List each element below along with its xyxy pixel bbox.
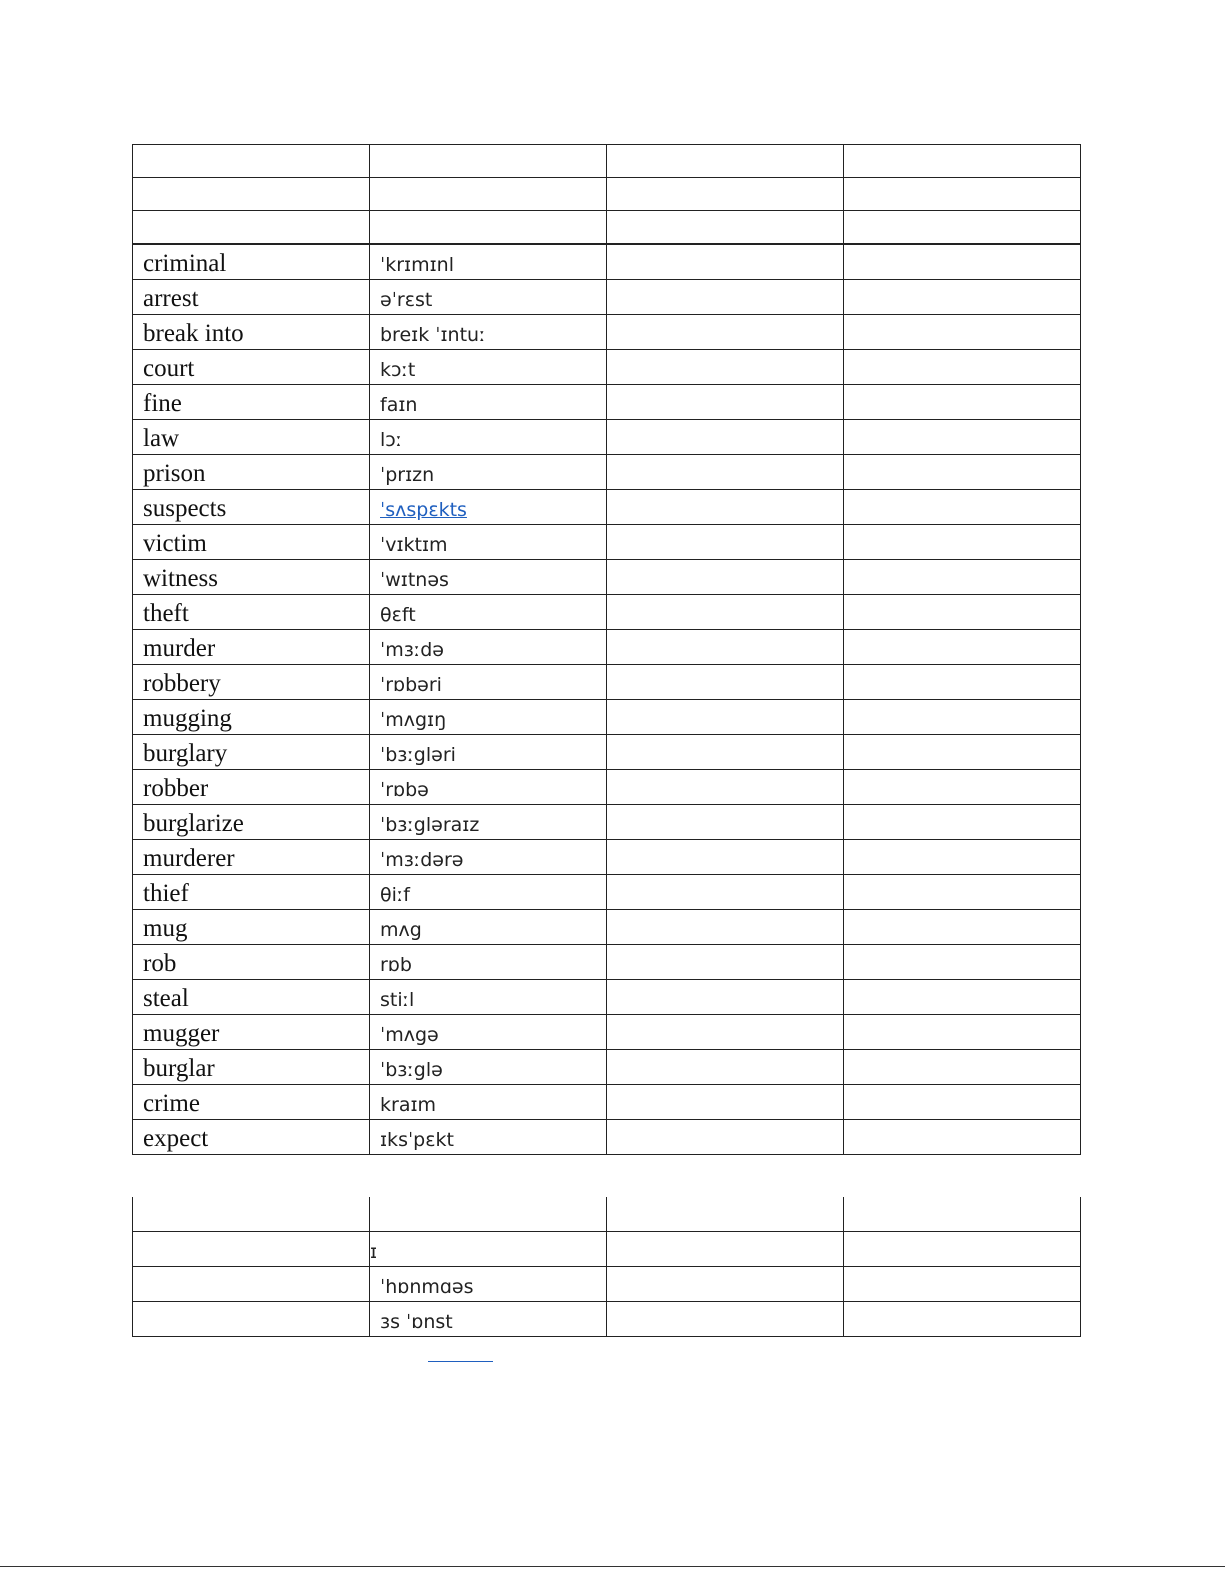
pronunciation-cell: ˈmʌgɪŋ <box>370 700 607 735</box>
empty-cell <box>133 1267 370 1302</box>
word-cell: burglary <box>133 735 370 770</box>
pronunciation-cell: ˈrɒbəri <box>370 665 607 700</box>
pronunciation-cell: faɪn <box>370 385 607 420</box>
empty-cell <box>607 1197 844 1232</box>
word-cell: mugging <box>133 700 370 735</box>
word-cell: mugger <box>133 1015 370 1050</box>
empty-cell <box>844 244 1081 280</box>
empty-cell <box>844 525 1081 560</box>
table-row <box>133 525 1081 560</box>
empty-cell <box>607 315 844 350</box>
blank-cell <box>844 178 1081 211</box>
empty-cell <box>607 840 844 875</box>
word-cell: thief <box>133 875 370 910</box>
empty-cell <box>844 840 1081 875</box>
table-row <box>133 595 1081 630</box>
pronunciation-cell: ɜs ˈɒnst <box>370 1302 607 1337</box>
word-cell: murder <box>133 630 370 665</box>
empty-cell <box>607 490 844 525</box>
table-row <box>133 1050 1081 1085</box>
vocabulary-table <box>132 144 1081 1155</box>
blank-cell <box>607 178 844 211</box>
word-cell: theft <box>133 595 370 630</box>
empty-cell <box>844 315 1081 350</box>
word-cell: fine <box>133 385 370 420</box>
empty-cell <box>844 1267 1081 1302</box>
table-row <box>133 315 1081 350</box>
empty-cell <box>607 280 844 315</box>
empty-cell <box>844 875 1081 910</box>
pronunciation-cell: θɛft <box>370 595 607 630</box>
vocabulary-table-body <box>133 145 1081 1155</box>
word-cell: murderer <box>133 840 370 875</box>
table-row <box>133 735 1081 770</box>
table-row <box>133 875 1081 910</box>
empty-cell <box>607 525 844 560</box>
pronunciation-cell: ˈmɜːdərə <box>370 840 607 875</box>
blank-cell <box>607 211 844 245</box>
word-cell: law <box>133 420 370 455</box>
table-row <box>133 1232 1081 1267</box>
word-cell: criminal <box>133 244 370 280</box>
word-cell: robbery <box>133 665 370 700</box>
pronunciation-cell: ɪksˈpɛkt <box>370 1120 607 1155</box>
empty-cell <box>844 805 1081 840</box>
empty-cell <box>844 385 1081 420</box>
pronunciation-cell: breɪk ˈɪntuː <box>370 315 607 350</box>
blank-cell <box>133 211 370 245</box>
table-row <box>133 630 1081 665</box>
table-row <box>133 980 1081 1015</box>
word-cell: mug <box>133 910 370 945</box>
empty-cell <box>607 805 844 840</box>
empty-cell <box>607 595 844 630</box>
word-cell: suspects <box>133 490 370 525</box>
pronunciation-cell: mʌg <box>370 910 607 945</box>
table-row <box>133 805 1081 840</box>
empty-cell <box>607 244 844 280</box>
empty-cell <box>844 1232 1081 1267</box>
pronunciation-cell: əˈrɛst <box>370 280 607 315</box>
pronunciation-cell: ˈrɒbə <box>370 770 607 805</box>
empty-cell <box>607 735 844 770</box>
pronunciation-cell: ˈwɪtnəs <box>370 560 607 595</box>
pronunciation-cell: ɪ <box>370 1232 607 1267</box>
empty-cell <box>844 630 1081 665</box>
empty-cell <box>607 1015 844 1050</box>
empty-cell <box>133 1232 370 1267</box>
word-cell: victim <box>133 525 370 560</box>
empty-cell <box>844 455 1081 490</box>
empty-cell <box>844 280 1081 315</box>
pronunciation-cell: ˈbɜːgləri <box>370 735 607 770</box>
empty-cell <box>607 665 844 700</box>
pronunciation-cell: θiːf <box>370 875 607 910</box>
table-row <box>133 455 1081 490</box>
secondary-table-body <box>133 1197 1081 1337</box>
empty-cell <box>844 735 1081 770</box>
table-row <box>133 665 1081 700</box>
empty-cell <box>844 1085 1081 1120</box>
table-row <box>133 1015 1081 1050</box>
page-bottom-rule <box>0 1566 1225 1567</box>
word-cell: burglarize <box>133 805 370 840</box>
pronunciation-cell: kɔːt <box>370 350 607 385</box>
empty-cell <box>607 630 844 665</box>
empty-cell <box>607 1267 844 1302</box>
empty-cell <box>844 560 1081 595</box>
pronunciation-cell: ˈbɜːglə <box>370 1050 607 1085</box>
empty-cell <box>607 350 844 385</box>
word-cell: prison <box>133 455 370 490</box>
empty-cell <box>607 770 844 805</box>
empty-cell <box>607 700 844 735</box>
word-cell: rob <box>133 945 370 980</box>
pronunciation-cell <box>370 1197 607 1232</box>
pronunciation-cell: ˈkrɪmɪnl <box>370 244 607 280</box>
empty-cell <box>844 350 1081 385</box>
table-row <box>133 1120 1081 1155</box>
blank-cell <box>844 211 1081 245</box>
pronunciation-cell: stiːl <box>370 980 607 1015</box>
table-row <box>133 840 1081 875</box>
empty-cell <box>844 1120 1081 1155</box>
empty-cell <box>607 385 844 420</box>
word-cell: court <box>133 350 370 385</box>
empty-cell <box>607 1232 844 1267</box>
empty-cell <box>607 1085 844 1120</box>
table-row <box>133 1197 1081 1232</box>
empty-cell <box>133 1302 370 1337</box>
blank-cell <box>370 211 607 245</box>
empty-cell <box>607 455 844 490</box>
word-cell: break into <box>133 315 370 350</box>
empty-cell <box>844 595 1081 630</box>
blank-cell <box>133 178 370 211</box>
blank-row <box>133 178 1081 211</box>
blank-cell <box>370 145 607 178</box>
empty-cell <box>607 1120 844 1155</box>
blank-cell <box>133 145 370 178</box>
empty-cell <box>844 700 1081 735</box>
table-row <box>133 770 1081 805</box>
empty-cell <box>607 1050 844 1085</box>
empty-cell <box>607 560 844 595</box>
empty-cell <box>844 420 1081 455</box>
pronunciation-cell: ˈmɜːdə <box>370 630 607 665</box>
word-cell: expect <box>133 1120 370 1155</box>
word-cell: robber <box>133 770 370 805</box>
empty-cell <box>844 490 1081 525</box>
secondary-table <box>132 1197 1081 1337</box>
table-row <box>133 490 1081 525</box>
table-row <box>133 1267 1081 1302</box>
table-row <box>133 700 1081 735</box>
empty-cell <box>844 665 1081 700</box>
empty-cell <box>844 980 1081 1015</box>
blank-row <box>133 211 1081 245</box>
blank-cell <box>607 145 844 178</box>
word-cell: steal <box>133 980 370 1015</box>
word-cell: burglar <box>133 1050 370 1085</box>
empty-cell <box>844 910 1081 945</box>
table-row <box>133 385 1081 420</box>
table-row <box>133 1085 1081 1120</box>
table-row <box>133 1302 1081 1337</box>
empty-cell <box>607 875 844 910</box>
footer-hyperlink[interactable] <box>428 1350 493 1362</box>
pronunciation-cell: kraɪm <box>370 1085 607 1120</box>
table-row <box>133 560 1081 595</box>
empty-cell <box>844 1015 1081 1050</box>
word-cell: witness <box>133 560 370 595</box>
pronunciation-cell: ˈbɜːgləraɪz <box>370 805 607 840</box>
empty-cell <box>607 980 844 1015</box>
empty-cell <box>844 945 1081 980</box>
word-cell: crime <box>133 1085 370 1120</box>
empty-cell <box>844 770 1081 805</box>
pronunciation-cell: rɒb <box>370 945 607 980</box>
word-cell: arrest <box>133 280 370 315</box>
empty-cell <box>607 945 844 980</box>
empty-cell <box>844 1050 1081 1085</box>
pronunciation-link[interactable]: ˈsʌspɛkts <box>380 499 467 521</box>
pronunciation-cell <box>370 490 607 525</box>
table-row <box>133 420 1081 455</box>
empty-cell <box>607 420 844 455</box>
pronunciation-cell: lɔː <box>370 420 607 455</box>
empty-cell <box>133 1197 370 1232</box>
table-row <box>133 910 1081 945</box>
pronunciation-cell: ˈhɒnmɑəs <box>370 1267 607 1302</box>
table-row <box>133 244 1081 280</box>
empty-cell <box>607 1302 844 1337</box>
empty-cell <box>844 1197 1081 1232</box>
pronunciation-cell: ˈmʌgə <box>370 1015 607 1050</box>
pronunciation-cell: ˈvɪktɪm <box>370 525 607 560</box>
table-row <box>133 280 1081 315</box>
empty-cell <box>607 910 844 945</box>
table-row <box>133 350 1081 385</box>
pronunciation-cell: ˈprɪzn <box>370 455 607 490</box>
empty-cell <box>844 1302 1081 1337</box>
blank-cell <box>844 145 1081 178</box>
blank-cell <box>370 178 607 211</box>
blank-row <box>133 145 1081 178</box>
table-row <box>133 945 1081 980</box>
